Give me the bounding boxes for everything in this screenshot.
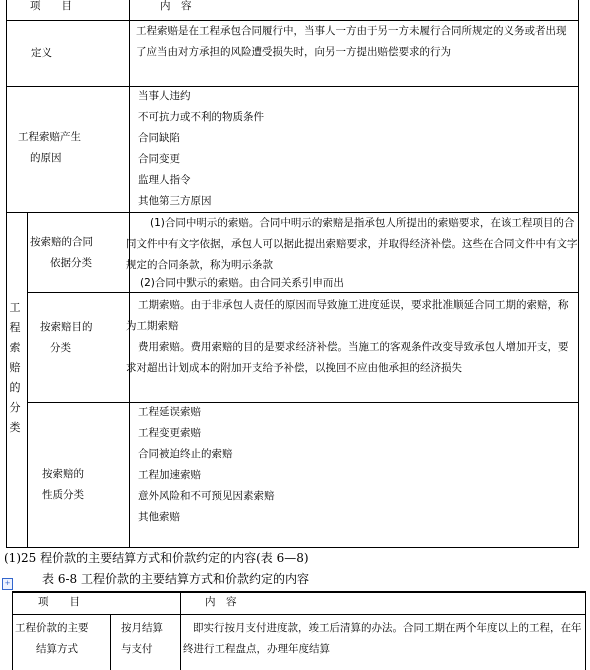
document-anchor-icon[interactable]: +	[2, 578, 13, 590]
causes-label: 的原因	[30, 152, 62, 164]
header-item: 项 目	[30, 0, 72, 12]
column-divider	[110, 614, 111, 670]
definition-text: 工程索赔是在工程承包合同履行中，当事人一方由于另一方未履行合同所规定的义务或者出现了应当由对方承担的风险遭受损失时，向另一方提出赔偿要求的行为	[136, 25, 567, 58]
column-divider	[129, 0, 130, 213]
row-divider	[27, 402, 579, 403]
by-purpose-text-2: 费用索赔。费用索赔的目的是要求经济补偿。当施工的客观条件改变导致承包人增加开支，要求对超出计划成本的附加开支给予补偿，以挽回不应由他承担的经济损失	[126, 341, 569, 374]
list-item: 合同变更	[138, 153, 180, 165]
classification-label: 工 程 索 赔 的 分 类	[9, 301, 21, 434]
by-basis-label: 按索赔的合同	[30, 236, 93, 248]
header-item: 项 目	[38, 596, 80, 608]
table-border-left	[6, 0, 7, 548]
list-item: 不可抗力或不利的物质条件	[138, 111, 264, 123]
row-label: 结算方式	[36, 643, 78, 655]
row-sublabel: 与支付	[121, 643, 153, 655]
by-basis-label: 依据分类	[50, 257, 92, 269]
by-nature-label: 按索赔的	[42, 468, 84, 480]
table-border-right	[585, 591, 586, 670]
list-item: 意外风险和不可预见因素索赔	[138, 490, 275, 502]
list-item: 其他索赔	[138, 511, 180, 523]
row-label: 工程价款的主要	[15, 622, 89, 634]
by-nature-list	[138, 402, 275, 528]
column-divider	[27, 212, 28, 548]
section-heading: (1)25 程价款的主要结算方式和价款约定的内容(表 6—8)	[4, 551, 309, 565]
by-purpose-label: 分类	[50, 342, 71, 354]
by-basis-text: (1)合同中明示的索赔。合同中明示的索赔是指承包人所提出的索赔要求，在该工程项目的合同文件中有文字依据，承包人可以据此提出索赔要求，并取得经济补偿。这些在合同文件中有文字规定的合同条款，称为明示条款	[126, 217, 578, 271]
row-text: 即实行按月支付进度款，竣工后清算的办法。合同工期在两个年度以上的工程，在年终进行工程盘点，办理年度结算	[183, 622, 582, 655]
list-item: 当事人违约	[138, 90, 191, 102]
table-border-left	[12, 591, 13, 670]
table-border-right	[578, 0, 579, 548]
by-nature-label: 性质分类	[42, 489, 84, 501]
column-divider	[180, 591, 181, 670]
row-sublabel: 按月结算	[121, 622, 163, 634]
list-item: 合同缺陷	[138, 132, 180, 144]
row-divider	[6, 86, 579, 87]
list-item: 其他第三方原因	[138, 195, 212, 207]
causes-label: 工程索赔产生	[18, 131, 81, 143]
header-content: 内 容	[160, 0, 192, 12]
list-item: 工程加速索赔	[138, 469, 201, 481]
definition-label: 定义	[31, 47, 52, 59]
row-divider	[12, 614, 586, 615]
header-content: 内 容	[205, 596, 237, 608]
by-purpose-label: 按索赔目的	[40, 321, 93, 333]
list-item: 工程变更索赔	[138, 427, 201, 439]
by-basis-text-2: (2)合同中默示的索赔。由合同关系引申而出	[140, 277, 344, 289]
list-item: 监理人指令	[138, 174, 191, 186]
causes-list	[138, 86, 264, 212]
list-item: 工程延误索赔	[138, 406, 201, 418]
list-item: 合同被迫终止的索赔	[138, 448, 233, 460]
by-purpose-text-1: 工期索赔。由于非承包人责任的原因而导致施工进度延误，要求批准顺延合同工期的索赔，称为工期索赔	[126, 299, 569, 332]
table-caption: 表 6-8 工程价款的主要结算方式和价款约定的内容	[42, 572, 309, 586]
table-border-top	[12, 591, 586, 593]
